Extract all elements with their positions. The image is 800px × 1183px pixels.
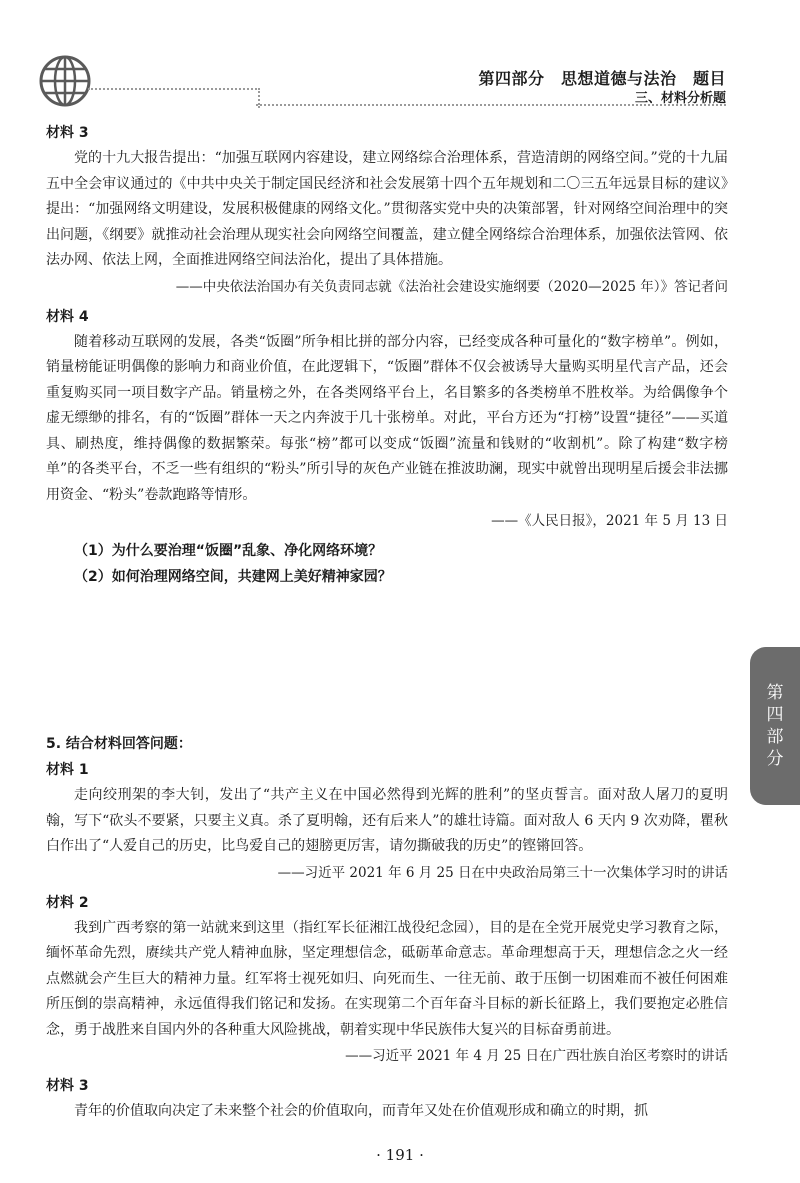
question-2: （2）如何治理网络空间，共建网上美好精神家园？ [74, 569, 392, 585]
globe-icon [38, 54, 92, 108]
header-subtitle: 三、材料分析题 [634, 91, 726, 106]
material-4-title: 材料 4 [46, 308, 89, 325]
header-title: 第四部分 思想道德与法治 题目 [478, 69, 726, 88]
question-5-title: 5. 结合材料回答问题： [46, 736, 192, 752]
material-2-source: ——习近平 2021 年 4 月 25 日在广西壮族自治区考察时的讲话 [345, 1048, 728, 1064]
material-4-source: ——《人民日报》，2021 年 5 月 13 日 [491, 513, 728, 529]
material-3b-text: 青年的价值取向决定了未来整个社会的价值取向，而青年又处在价值观形成和确立的时期，抓 [74, 1103, 648, 1119]
section-side-tab [750, 647, 800, 805]
material-2-title: 材料 2 [46, 894, 89, 911]
material-3b-title: 材料 3 [46, 1078, 89, 1094]
material-2-text: 我到广西考察的第一站就来到这里（指红军长征湘江战役纪念园），目的是在全党开展党史学习教育之际，缅怀革命先烈，赓续共产党人精神血脉，坚定理想信念，砥砺革命意志。革命理想高于天，理想信念之火一经点燃就会产生巨大的精神力量。红军将士视死如归、向死而生、一往无前、敢于压倒一切困难而不被任何困难所压倒的崇高精神，永远值得我们铭记和发扬。在实现第二个百年奋斗目标的新长征路上，我们要抱定必胜信念，勇于战胜来自国内外的各种重大风险挑战，朝着实现中华民族伟大复兴的目标奋勇前进。 [46, 919, 728, 1038]
upper-section [46, 116, 728, 590]
page-number: · 191 · [376, 1146, 424, 1164]
material-3-text: 党的十九大报告提出：“加强互联网内容建设，建立网络综合治理体系，营造清朗的网络空间。”党的十九届五中全会审议通过的《中共中央关于制定国民经济和社会发展第十四个五年规划和二〇三五年远景目标的建议》提出：“加强网络文明建设，发展积极健康的网络文化。”贯彻落实党中央的决策部署，针对网络空间治理中的突出问题，《纲要》就推动社会治理从现实社会向网络空间覆盖，建立健全网络综合治理体系，加强依法管网、依法办网、依法上网，全面推进网络空间法治化，提出了具体措施。 [46, 150, 728, 268]
header-dotted-line [88, 88, 260, 108]
material-1-title: 材料 1 [46, 762, 89, 778]
lower-section [46, 733, 728, 1125]
material-1-source: ——习近平 2021 年 6 月 25 日在中央政治局第三十一次集体学习时的讲话 [277, 864, 728, 881]
material-1-text: 走向绞刑架的李大钊，发出了“共产主义在中国必然得到光辉的胜利”的坚贞誓言。面对敌人屠刀的夏明翰，写下“砍头不要紧，只要主义真。杀了夏明翰，还有后来人”的雄壮诗篇。面对敌人 6 天内 9 次劝降，瞿秋白作出了“人爱自己的历史，比鸟爱自己的翅膀更厉害，请勿撕破我的历史”的铿锵回答。 [46, 787, 728, 854]
material-3-source: ——中央依法治国办有关负责同志就《法治社会建设实施纲要（2020—2025 年）》答记者问 [175, 278, 728, 295]
question-1: （1）为什么要治理“饭圈”乱象、净化网络环境？ [74, 543, 383, 559]
side-tab-label: 第四部分 [766, 683, 784, 769]
material-3-title: 材料 3 [46, 125, 89, 141]
material-4-text: 随着移动互联网的发展，各类“饭圈”所争相比拼的部分内容，已经变成各种可量化的“数字榜单”。例如，销量榜能证明偶像的影响力和商业价值，在此逻辑下，“饭圈”群体不仅会被诱导大量购买明星代言产品，还会重复购买同一项目数字产品。销量榜之外，在各类网络平台上，名目繁多的各类榜单不胜枚举。为给偶像争个虚无缥缈的排名，有的“饭圈”群体一天之内奔波于几十张榜单。对此，平台方还为“打榜”设置“捷径”——买道具、刷热度，维持偶像的数据繁荣。每张“榜”都可以变成“饭圈”流量和钱财的“收割机”。除了构建“数字榜单”的各类平台，不乏一些有组织的“粉头”所引导的灰色产业链在推波助澜，现实中就曾出现明星后援会非法挪用资金、“粉头”卷款跑路等情形。 [46, 333, 728, 503]
